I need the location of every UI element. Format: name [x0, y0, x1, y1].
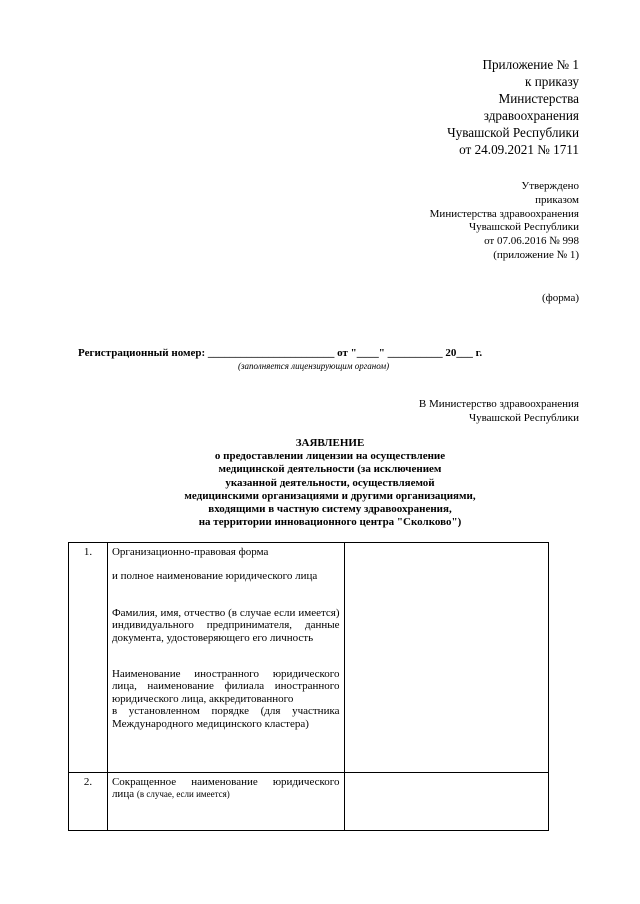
approval-line: Утверждено: [521, 180, 579, 192]
title-line: медицинской деятельности (за исключением: [218, 463, 442, 476]
title-line: о предоставлении лицензии на осуществление: [214, 450, 446, 463]
description-text: в установленном порядке (для участника Международного медицинского кластера): [111, 705, 340, 730]
annex-line: Чувашской Республики: [447, 125, 579, 140]
title-line: медицинскими организациями и другими организациями,: [184, 489, 476, 502]
title-line: входящими в частную систему здравоохранения,: [208, 503, 452, 516]
form-label: (форма): [541, 292, 579, 304]
description-note: (в случае, если имеется): [136, 789, 230, 800]
description-text: Фамилия, имя, отчество (в случае если имеется) индивидуального предпринимателя, данные документа, удостоверяющего его личность: [111, 606, 340, 644]
title-line: указанной деятельности, осуществляемой: [225, 476, 435, 489]
value-cell[interactable]: [344, 773, 548, 831]
annex-line: Министерства: [498, 91, 579, 106]
table-row: [69, 543, 549, 773]
annex-header: [447, 56, 579, 158]
addressee-line: В Министерство здравоохранения: [418, 398, 579, 410]
addressee-line: Чувашской Республики: [468, 411, 579, 424]
row-description: [107, 773, 344, 831]
approval-line: приказом: [535, 193, 579, 206]
registration-number-line: Регистрационный номер: _______________________ от "____" __________ 20___ г.: [78, 347, 483, 359]
description-text: Сокращенное наименование юридического лица: [111, 776, 340, 801]
addressee: [419, 398, 579, 426]
document-title: [110, 437, 550, 529]
approval-header: [430, 180, 579, 263]
table-row: [69, 773, 549, 831]
annex-line: от 24.09.2021 № 1711: [459, 142, 579, 157]
annex-line: здравоохранения: [483, 108, 579, 123]
description-text: Наименование иностранного юридического лица, наименование филиала иностранного юридического лица, аккредитованного: [111, 668, 340, 705]
annex-line: к приказу: [525, 74, 579, 89]
approval-line: Министерства здравоохранения: [429, 207, 579, 220]
annex-line: Приложение № 1: [482, 57, 579, 72]
title-heading: ЗАЯВЛЕНИЕ: [295, 437, 365, 449]
row-number: 1.: [69, 543, 108, 773]
approval-line: от 07.06.2016 № 998: [484, 235, 579, 248]
title-line: на территории инновационного центра "Сколково"): [198, 516, 462, 529]
row-number: 2.: [69, 773, 108, 831]
approval-line: Чувашской Республики: [468, 221, 579, 234]
description-text: и полное наименование юридического лица: [111, 570, 318, 583]
application-table: [68, 542, 549, 831]
registration-note: (заполняется лицензирующим органом): [238, 361, 390, 371]
approval-line: (приложение № 1): [493, 248, 579, 261]
row-description: [107, 543, 344, 773]
value-cell[interactable]: [344, 543, 548, 773]
description-text: Организационно-правовая форма: [111, 546, 269, 558]
